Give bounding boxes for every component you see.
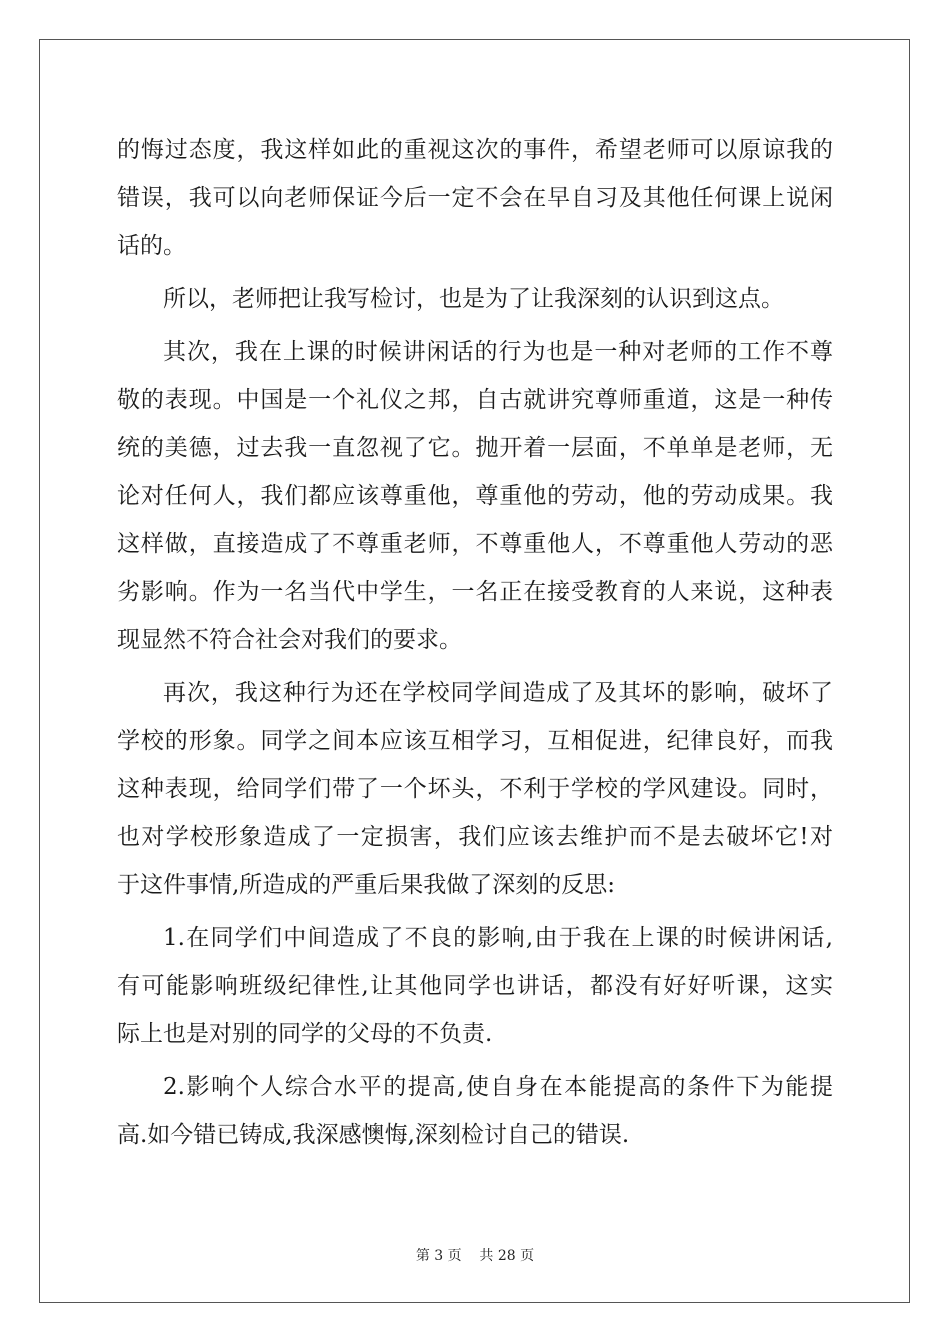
text-line: 这种表现，给同学们带了一个坏头，不利于学校的学风建设。同时， xyxy=(117,776,833,802)
text-line: 这样做，直接造成了不尊重老师，不尊重他人，不尊重他人劳动的恶 xyxy=(117,531,833,557)
text-line: 学校的形象。同学之间本应该互相学习，互相促进，纪律良好，而我 xyxy=(117,728,833,754)
text-line: 的悔过态度，我这样如此的重视这次的事件，希望老师可以原谅我的 xyxy=(117,137,833,163)
text-line: 劣影响。作为一名当代中学生，一名正在接受教育的人来说，这种表 xyxy=(117,579,833,605)
document-body xyxy=(117,126,833,1159)
text-line: 2.影响个人综合水平的提高,使自身在本能提高的条件下为能提 xyxy=(163,1074,833,1100)
text-line: 再次，我这种行为还在学校同学间造成了及其坏的影响，破坏了 xyxy=(163,680,833,706)
text-line: 统的美德，过去我一直忽视了它。抛开着一层面，不单单是老师，无 xyxy=(117,435,833,461)
text-line: 于这件事情,所造成的严重后果我做了深刻的反思: xyxy=(117,872,616,898)
page-number: 第 3 页 共 28 页 xyxy=(415,1248,535,1264)
text-line: 所以，老师把让我写检讨，也是为了让我深刻的认识到这点。 xyxy=(163,286,784,312)
text-line: 也对学校形象造成了一定损害，我们应该去维护而不是去破坏它!对 xyxy=(117,824,833,850)
text-line: 现显然不符合社会对我们的要求。 xyxy=(117,627,462,653)
text-line: 错误，我可以向老师保证今后一定不会在早自习及其他任何课上说闲 xyxy=(117,185,833,211)
text-line: 话的。 xyxy=(117,233,186,259)
text-line: 际上也是对别的同学的父母的不负责. xyxy=(117,1021,493,1047)
text-line: 高.如今错已铸成,我深感懊悔,深刻检讨自己的错误. xyxy=(117,1122,630,1148)
text-line: 论对任何人，我们都应该尊重他，尊重他的劳动，他的劳动成果。我 xyxy=(117,483,833,509)
text-line: 其次，我在上课的时候讲闲话的行为也是一种对老师的工作不尊 xyxy=(163,339,833,365)
text-line: 敬的表现。中国是一个礼仪之邦，自古就讲究尊师重道，这是一种传 xyxy=(117,387,833,413)
text-line: 有可能影响班级纪律性,让其他同学也讲话，都没有好好听课，这实 xyxy=(117,973,833,999)
text-line: 1.在同学们中间造成了不良的影响,由于我在上课的时候讲闲话, xyxy=(163,925,833,951)
